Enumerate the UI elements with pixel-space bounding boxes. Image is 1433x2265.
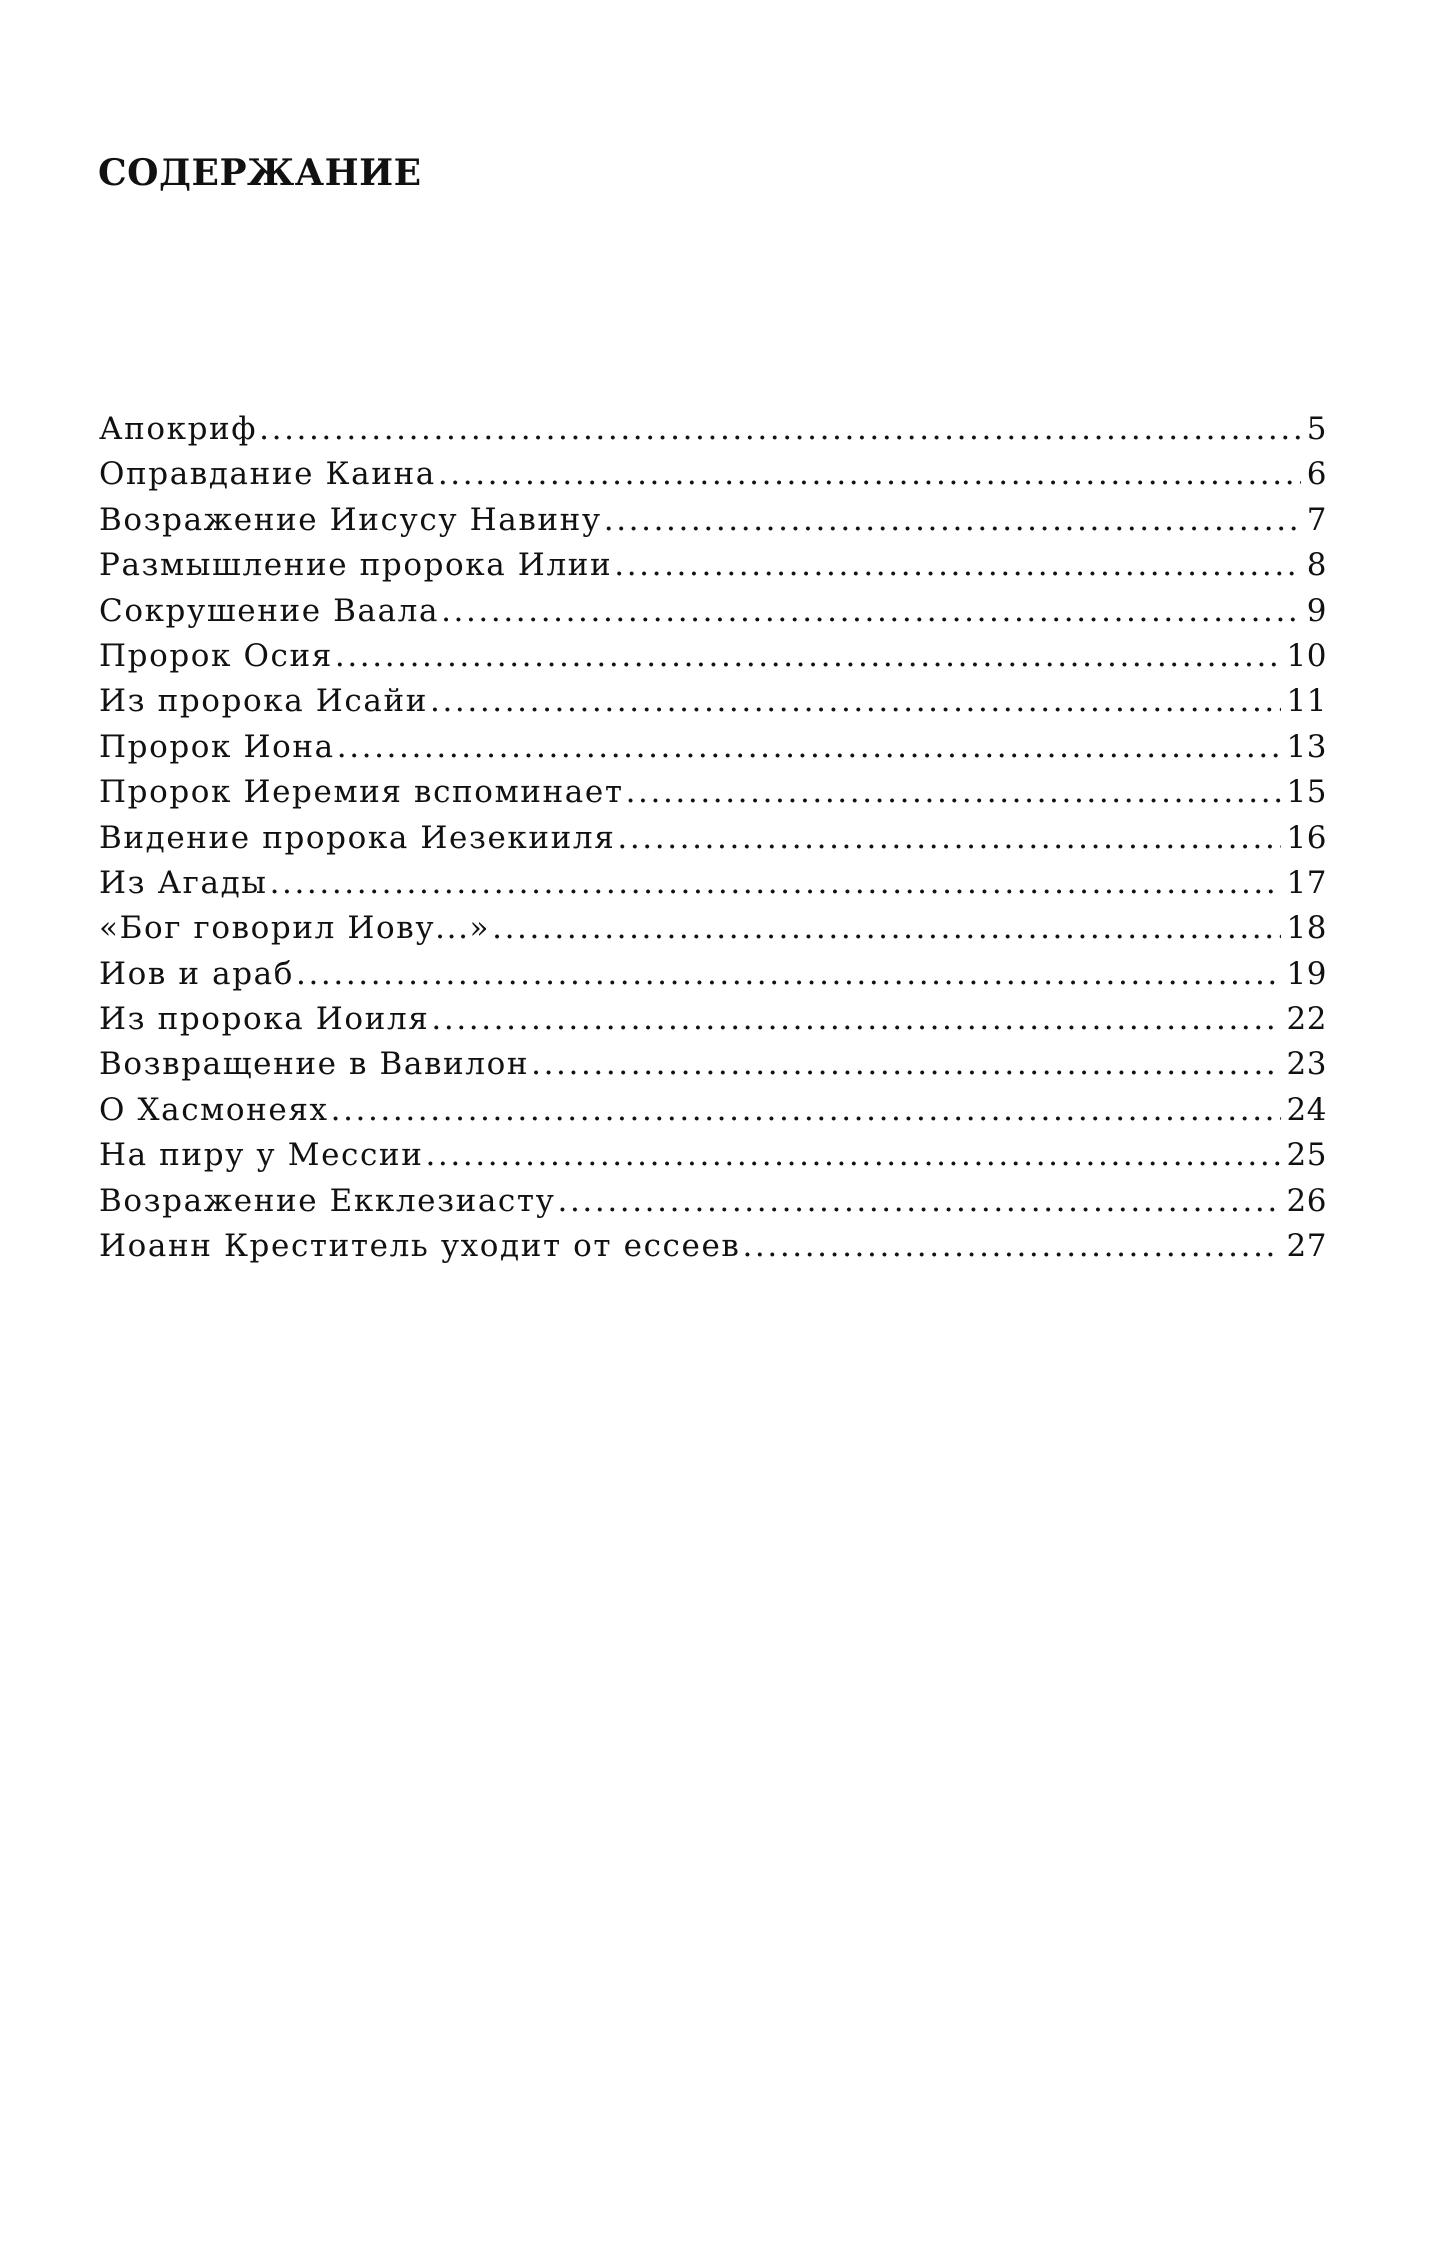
toc-entry-page: 23 (1286, 1046, 1327, 1083)
toc-entry-title: Видение пророка Иезекииля (99, 819, 616, 856)
toc-entry (99, 452, 1327, 497)
toc-entry-page: 17 (1286, 864, 1327, 901)
toc-entry (99, 1179, 1327, 1224)
toc-entry (99, 997, 1327, 1042)
toc-entry (99, 589, 1327, 634)
toc-entry-title: Из пророка Исайи (99, 683, 428, 720)
dot-leader (742, 1224, 1280, 1269)
toc-entry (99, 861, 1327, 906)
dot-leader (259, 407, 1301, 452)
dot-leader (331, 1088, 1281, 1133)
toc-entry-page: 9 (1306, 592, 1327, 629)
dot-leader (335, 634, 1281, 679)
toc-entry (99, 770, 1327, 815)
toc-entry-title: Размышление пророка Илии (99, 547, 613, 584)
toc-entry-page: 13 (1286, 728, 1327, 765)
toc-entry-title: Возражение Иисусу Навину (99, 501, 602, 538)
dot-leader (617, 816, 1280, 861)
dot-leader (531, 1042, 1280, 1087)
toc-entry-title: Возвращение в Вавилон (99, 1046, 530, 1083)
toc-entry-page: 22 (1286, 1001, 1327, 1038)
toc-entry-page: 25 (1286, 1137, 1327, 1174)
dot-leader (492, 906, 1280, 951)
toc-entry-title: Пророк Иона (99, 728, 335, 765)
dot-leader (431, 997, 1280, 1042)
toc-entry-page: 24 (1286, 1091, 1327, 1128)
toc-entry-title: Иоанн Креститель уходит от ессеев (99, 1228, 741, 1265)
toc-entry-title: Из Агады (99, 864, 268, 901)
toc-entry-title: Оправдание Каина (99, 456, 436, 493)
toc-entry-title: «Бог говорил Иову...» (99, 910, 491, 947)
dot-leader (337, 725, 1281, 770)
toc-entry (99, 1042, 1327, 1087)
toc-entry-page: 19 (1286, 955, 1327, 992)
toc-entry (99, 679, 1327, 724)
dot-leader (438, 452, 1301, 497)
dot-leader (614, 543, 1301, 588)
toc-entry-page: 8 (1306, 547, 1327, 584)
toc-entry-page: 16 (1286, 819, 1327, 856)
toc-entry-title: Апокриф (99, 411, 258, 447)
toc-entry-title: Пророк Иеремия вспоминает (99, 774, 624, 811)
toc-entry-page: 18 (1286, 910, 1327, 947)
toc-entry-page: 10 (1286, 637, 1327, 674)
table-of-contents (99, 407, 1327, 1269)
dot-leader (558, 1179, 1281, 1224)
dot-leader (296, 952, 1281, 997)
dot-leader (430, 679, 1281, 724)
toc-entry-page: 5 (1306, 411, 1327, 447)
toc-entry (99, 1224, 1327, 1269)
toc-entry-title: Из пророка Иоиля (99, 1001, 430, 1038)
toc-entry-title: На пиру у Мессии (99, 1137, 424, 1174)
toc-entry-page: 26 (1286, 1182, 1327, 1219)
toc-entry-page: 11 (1286, 683, 1327, 720)
toc-entry-page: 27 (1286, 1228, 1327, 1265)
toc-entry-title: Сокрушение Ваала (99, 592, 440, 629)
dot-leader (441, 589, 1301, 634)
toc-entry (99, 725, 1327, 770)
toc-entry-page: 7 (1306, 501, 1327, 538)
toc-entry (99, 543, 1327, 588)
toc-entry (99, 906, 1327, 951)
toc-entry (99, 1133, 1327, 1178)
toc-entry (99, 1088, 1327, 1133)
toc-entry-title: О Хасмонеях (99, 1091, 329, 1128)
toc-entry (99, 634, 1327, 679)
toc-entry (99, 952, 1327, 997)
toc-entry-title: Иов и араб (99, 955, 294, 992)
dot-leader (604, 498, 1301, 543)
dot-leader (270, 861, 1281, 906)
dot-leader (626, 770, 1281, 815)
page-title: СОДЕРЖАНИЕ (98, 152, 422, 194)
toc-entry (99, 816, 1327, 861)
dot-leader (425, 1133, 1280, 1178)
toc-entry-title: Пророк Осия (99, 637, 333, 674)
toc-entry (99, 498, 1327, 543)
toc-entry-page: 6 (1306, 456, 1327, 493)
toc-entry-page: 15 (1286, 774, 1327, 811)
toc-entry-title: Возражение Екклезиасту (99, 1182, 556, 1219)
toc-entry (99, 407, 1327, 452)
